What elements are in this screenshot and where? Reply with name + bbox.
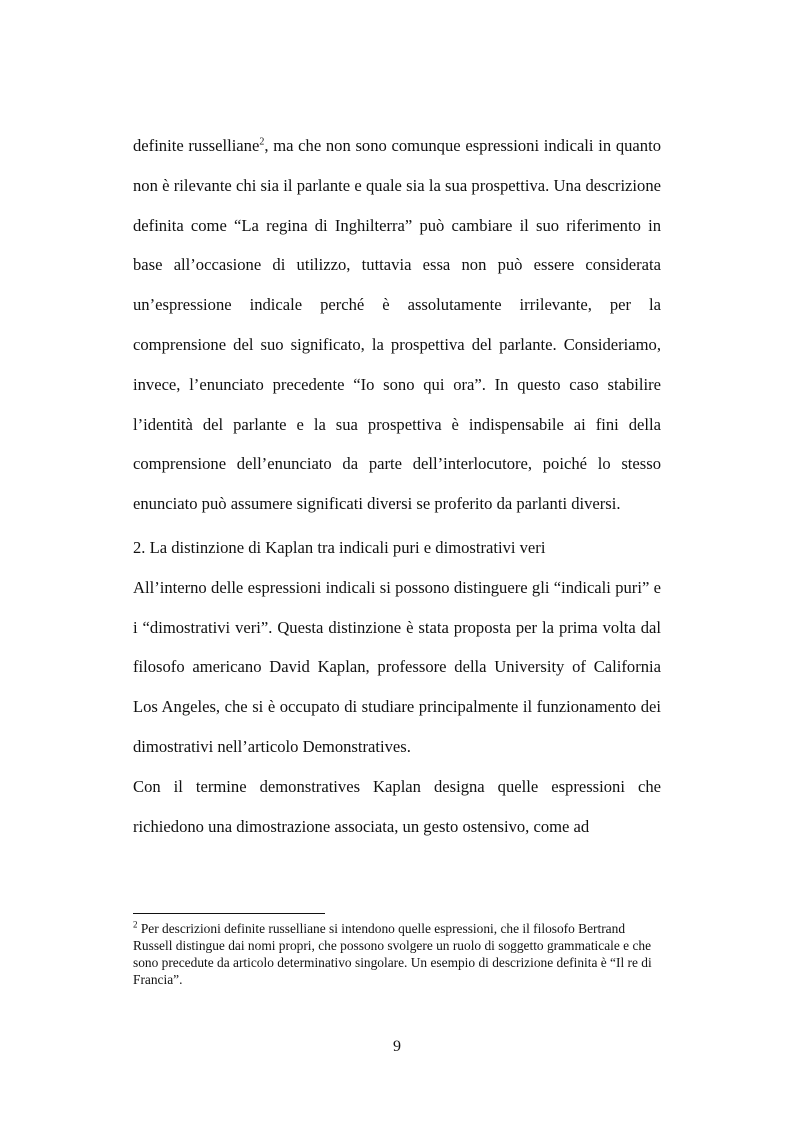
footnote-reference[interactable]: 2 xyxy=(259,136,265,148)
footnote-number: 2 xyxy=(133,919,138,930)
paragraph-3: Con il termine demonstratives Kaplan designa quelle espressioni che richiedono una dimostrazione associata, un gesto ostensivo, come ad xyxy=(133,776,661,836)
footnote-separator xyxy=(133,913,325,914)
footnote-text: Per descrizioni definite russelliane si intendono quelle espressioni, che il filosofo Bertrand Russell distingue dai nomi propri, che possono svolgere un ruolo di soggetto grammaticale e che sono precedute da articolo determinativo singolare. Un esempio di descrizione definita è “Il re di Francia”. xyxy=(133,921,652,987)
paragraph-2: All’interno delle espressioni indicali si possono distinguere gli “indicali puri” e i “dimostrativi veri”. Questa distinzione è stata proposta per la prima volta dal filosofo americano David Kaplan, professore della University of California Los Angeles, che si è occupato di studiare principalmente il funzionamento dei dimostrativi nell’articolo Demonstratives. xyxy=(133,577,661,756)
paragraph-1-lead: definite russelliane xyxy=(133,136,260,155)
page-number: 9 xyxy=(393,1038,401,1055)
paragraph-1-rest: , ma che non sono comunque espressioni indicali in quanto non è rilevante chi sia il parlante e quale sia la sua prospettiva. Una descrizione definita come “La regina di Inghilterra” può cambiare il suo riferimento in base all’occasione di utilizzo, tuttavia essa non può essere considerata un’espressione indicale perché è assolutamente irrilevante, per la comprensione del suo significato, la prospettiva del parlante. Consideriamo, invece, l’enunciato precedente “Io sono qui ora”. In questo caso stabilire l’identità del parlante e la sua prospettiva è indispensabile ai fini della comprensione dell’enunciato da parte dell’interlocutore, poiché lo stesso enunciato può assumere significati diversi se proferito da parlanti diversi. xyxy=(133,136,661,514)
body-text xyxy=(133,126,661,846)
section-heading: 2. La distinzione di Kaplan tra indicali puri e dimostrativi veri xyxy=(133,537,546,557)
footnote xyxy=(133,920,661,988)
paragraph-1 xyxy=(133,126,661,524)
